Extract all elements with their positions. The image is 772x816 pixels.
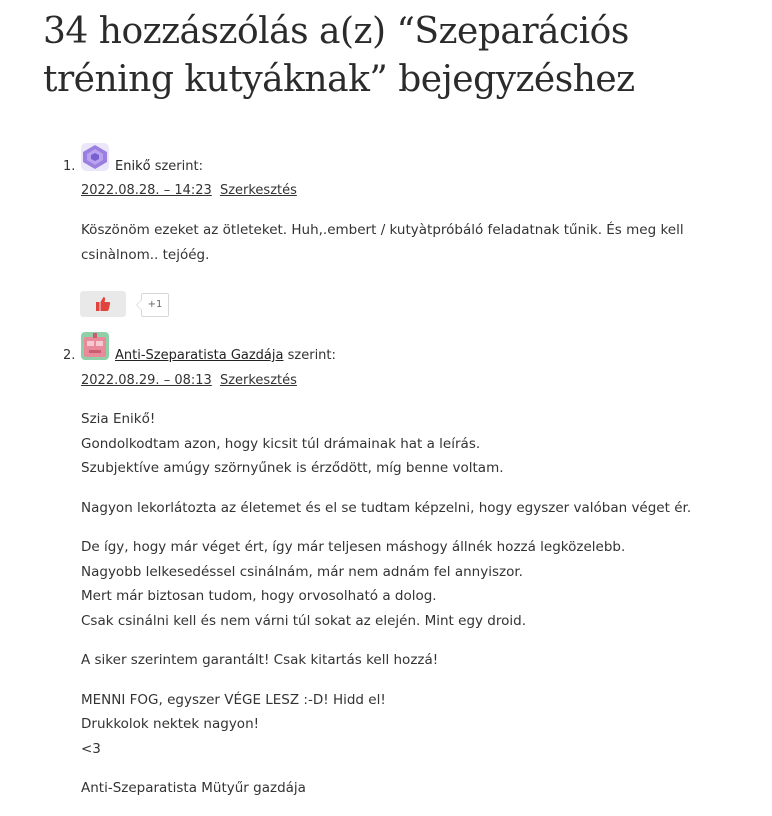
thumbs-up-icon	[95, 296, 111, 312]
comment-paragraph: Köszönöm ezeket az ötleteket. Huh,.embert / kutyàtpróbáló feladatnak tűnik. És meg kell csinàlnom.. tejóég.	[81, 222, 684, 263]
comment-says: szerint:	[154, 159, 203, 174]
comment-number: 1.	[63, 159, 76, 174]
comment-author-link[interactable]: Anti-Szeparatista Gazdája	[115, 348, 284, 363]
comment-says: szerint:	[287, 348, 336, 363]
comment-author: Enikő	[115, 159, 151, 174]
comment-body	[81, 218, 701, 282]
comment-date-link[interactable]: 2022.08.29. – 08:13	[81, 373, 212, 388]
comment-paragraph: Nagyon lekorlátozta az életemet és el se tudtam képzelni, hogy egyszer valóban véget ér.	[81, 499, 692, 516]
comment-paragraph: De így, hogy már véget ért, így már teljesen máshogy állnék hozzá legközelebb. Nagyobb lelkesedéssel csinálnám, már nem adnám fel annyiszor. Mert már biztosan tudom, hogy orvosolható a dolog. Csak csinálni kell és nem várni túl sokat az elején. Mint egy droid.	[81, 539, 626, 629]
comment-paragraph: A siker szerintem garantált! Csak kitartás kell hozzá!	[81, 652, 439, 668]
comment-meta	[81, 183, 297, 198]
pink-robot-avatar-icon	[81, 332, 109, 360]
edit-comment-link[interactable]: Szerkesztés	[219, 373, 297, 388]
comment-paragraph: Anti-Szeparatista Mütyűr gazdája	[81, 780, 306, 796]
comment-body	[81, 407, 701, 816]
comments-title: 34 hozzászólás a(z) “Szeparációs tréning kutyáknak” bejegyzéshez	[43, 11, 635, 100]
like-count: +1	[141, 293, 169, 317]
comment-paragraph: Szia Enikő! Gondolkodtam azon, hogy kicsit túl drámainak hat a leírás. Szubjektíve amúgy szörnyűnek is érződött, míg benne voltam.	[81, 411, 504, 476]
edit-comment-link[interactable]: Szerkesztés	[219, 183, 297, 198]
purple-geometric-avatar-icon	[81, 143, 109, 171]
comment-date-link[interactable]: 2022.08.28. – 14:23	[81, 183, 212, 198]
comment-author-line	[115, 159, 203, 174]
comment-author-line	[115, 348, 336, 363]
like-button[interactable]	[80, 291, 126, 317]
comment-number: 2.	[63, 348, 76, 363]
comment-meta	[81, 373, 297, 388]
comment-paragraph: MENNI FOG, egyszer VÉGE LESZ :-D! Hidd el! Drukkolok nektek nagyon! <3	[81, 691, 386, 757]
